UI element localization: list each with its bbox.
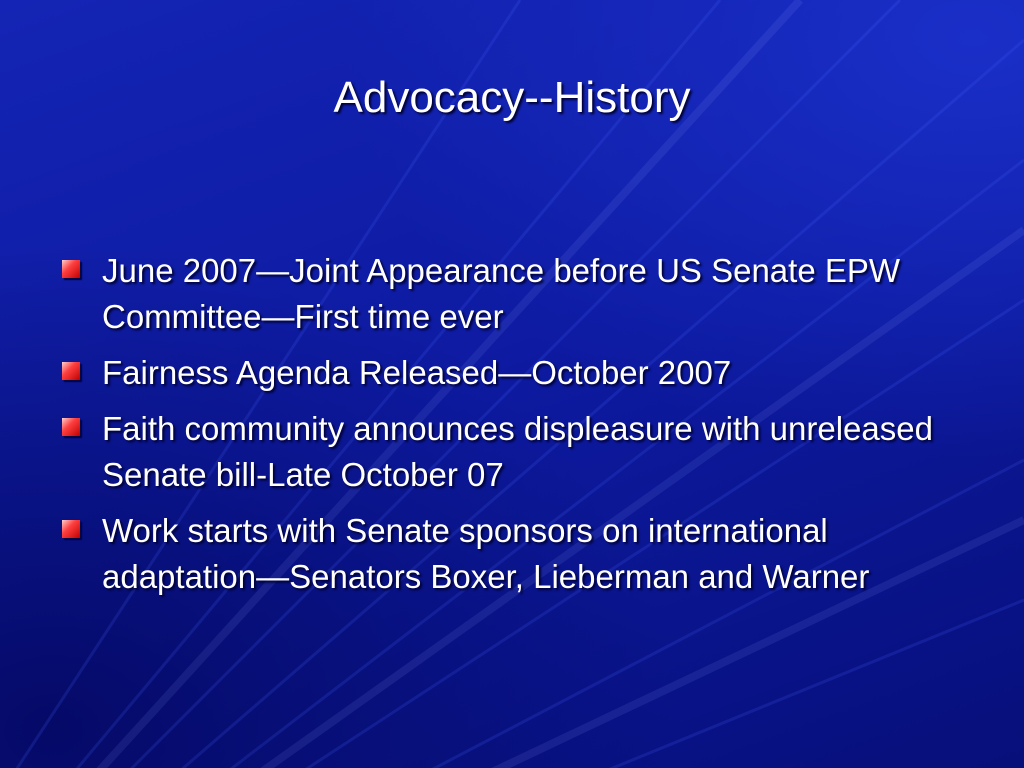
bullet-text: Faith community announces displeasure with unreleased Senate bill-Late October 07 xyxy=(102,410,933,493)
bullet-text: Work starts with Senate sponsors on international adaptation—Senators Boxer, Lieberman and Warner xyxy=(102,512,870,595)
bullet-item xyxy=(62,406,962,498)
bullet-text: Fairness Agenda Released—October 2007 xyxy=(102,354,732,391)
bullet-item xyxy=(62,248,962,340)
square-bullet-icon xyxy=(62,418,80,436)
square-bullet-icon xyxy=(62,362,80,380)
square-bullet-icon xyxy=(62,520,80,538)
slide-title: Advocacy--History xyxy=(333,73,691,122)
bullet-item xyxy=(62,508,962,600)
square-bullet-icon xyxy=(62,260,80,278)
bullet-list xyxy=(62,248,962,610)
bullet-item xyxy=(62,350,962,396)
bullet-text: June 2007—Joint Appearance before US Senate EPW Committee—First time ever xyxy=(102,252,901,335)
